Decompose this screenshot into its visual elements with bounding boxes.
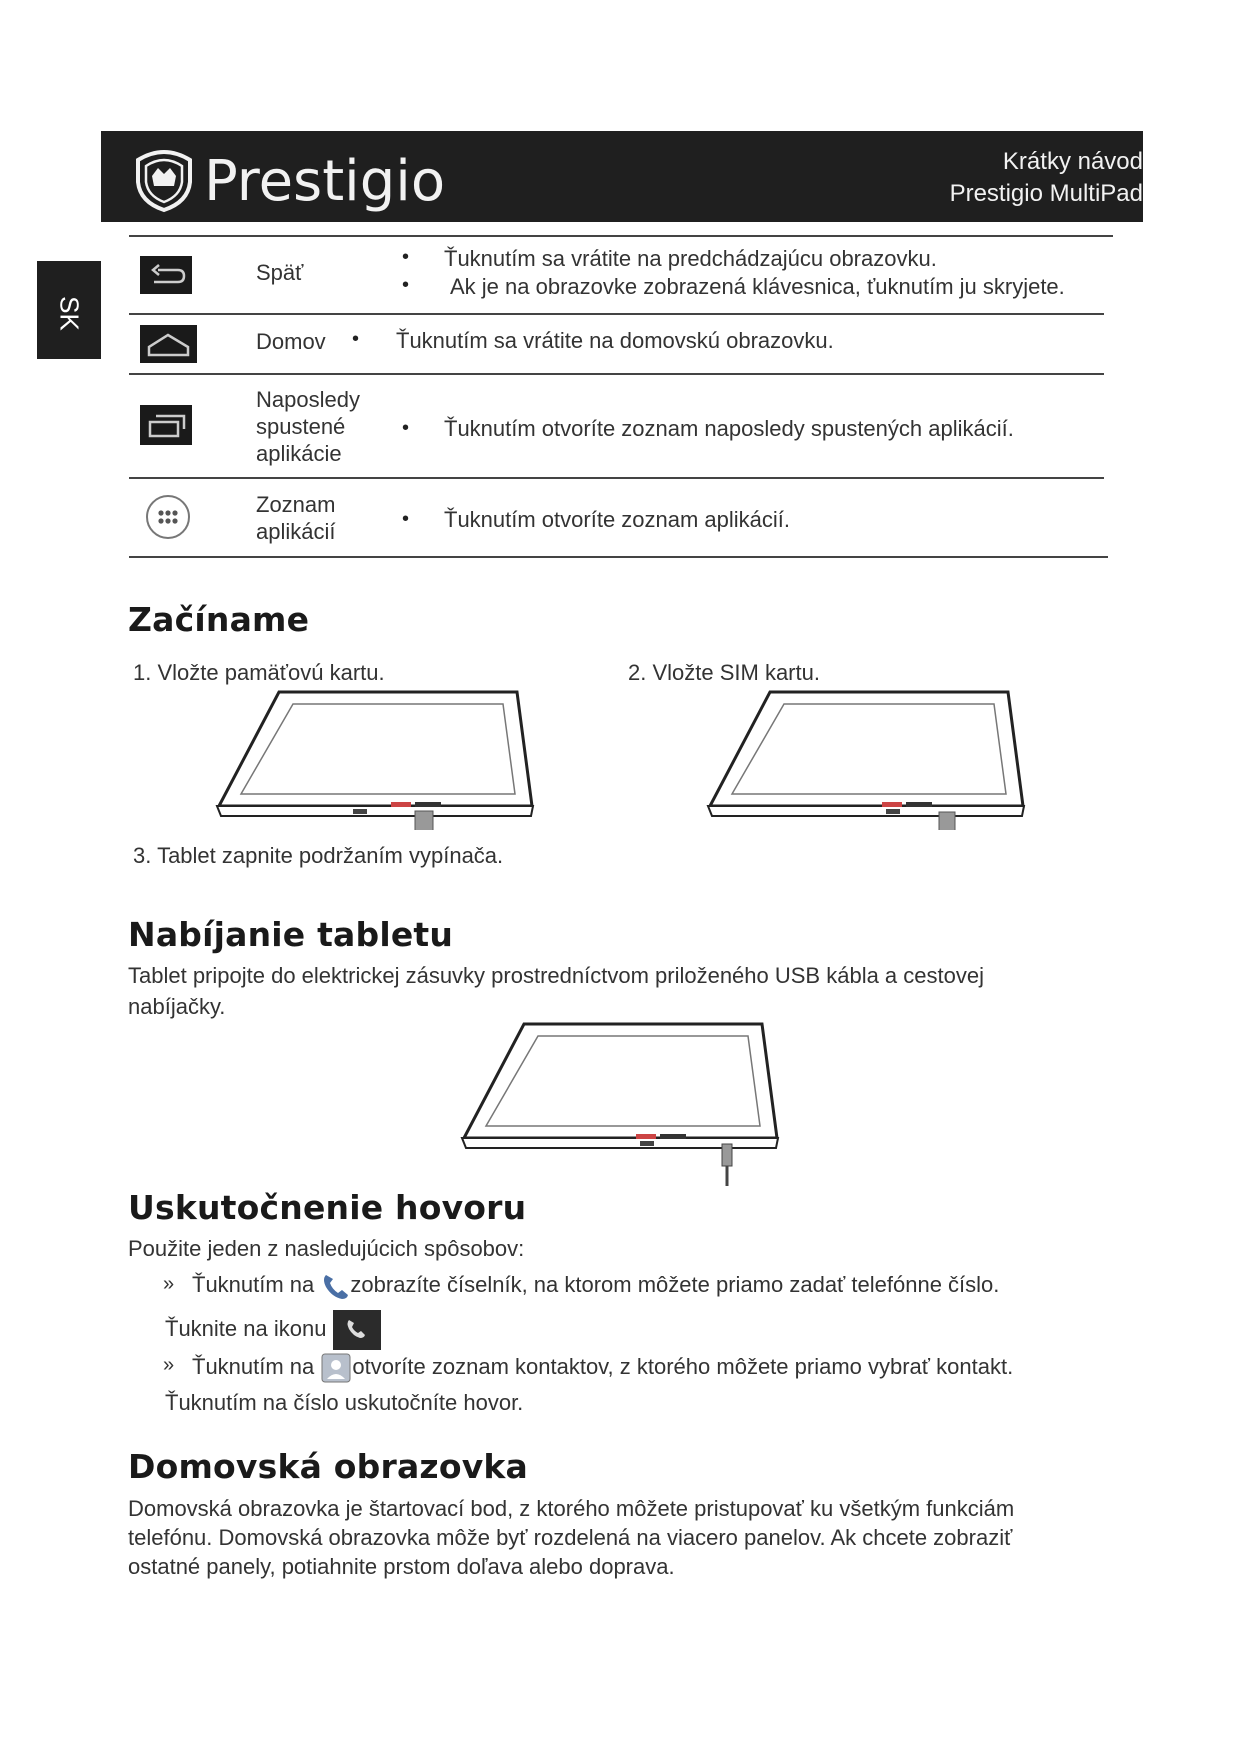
section-title-nabijanie: Nabíjanie tabletu [128, 915, 454, 954]
label-line: aplikácie [256, 441, 342, 466]
bullet: • [402, 274, 410, 296]
section-title-zaciname: Začíname [128, 600, 310, 639]
call-method-1-cont [165, 1310, 381, 1350]
tablet-charging-illustration [460, 1020, 780, 1192]
text-line: ostatné panely, potiahnite prstom doľava alebo doprava. [128, 1554, 675, 1579]
phone-icon [320, 1271, 350, 1301]
header-title [950, 146, 1143, 210]
call-method-2-cont: Ťuknutím na číslo uskutočníte hovor. [165, 1390, 524, 1415]
app-list-icon [144, 493, 192, 541]
call-method-2 [192, 1352, 1013, 1384]
text: Ťuknite na ikonu [165, 1315, 333, 1341]
prestigio-logo [130, 142, 480, 214]
table-rule [129, 477, 1104, 479]
chevron-bullet: » [163, 1354, 175, 1376]
step-2: 2. Vložte SIM kartu. [628, 660, 820, 685]
table-row-text: Ťuknutím sa vrátite na predchádzajúcu obrazovku. [444, 246, 937, 271]
bullet: • [402, 508, 410, 530]
home-icon [140, 325, 197, 363]
charging-text [128, 960, 984, 1022]
contacts-icon [320, 1352, 352, 1384]
table-rule [129, 313, 1104, 315]
bullet: • [352, 328, 360, 350]
tablet-memory-card-illustration [215, 688, 535, 830]
chevron-bullet: » [163, 1273, 175, 1295]
step-1: 1. Vložte pamäťovú kartu. [133, 660, 385, 685]
table-rule [129, 556, 1108, 558]
call-intro: Použite jeden z nasledujúcich spôsobov: [128, 1236, 525, 1261]
table-rule [129, 373, 1104, 375]
table-row-text: Ťuknutím sa vrátite na domovskú obrazovku. [396, 328, 834, 353]
table-rule [129, 235, 1113, 237]
text: otvoríte zoznam kontaktov, z ktorého môžete priamo vybrať kontakt. [352, 1353, 1014, 1379]
bullet: • [402, 246, 410, 268]
home-screen-text [128, 1494, 1014, 1581]
table-row-text: Ťuknutím otvoríte zoznam naposledy spustených aplikácií. [444, 416, 1014, 441]
tablet-sim-card-illustration [706, 688, 1026, 830]
table-row-text: Ak je na obrazovke zobrazená klávesnica, ťuknutím ju skryjete. [450, 274, 1065, 299]
step-3: 3. Tablet zapnite podržaním vypínača. [133, 843, 504, 868]
text-line: telefónu. Domovská obrazovka môže byť rozdelená na viacero panelov. Ak chcete zobraziť [128, 1525, 1013, 1550]
text: Ťuknutím na [192, 1353, 321, 1379]
table-row-label: Späť [256, 260, 304, 285]
text: zobrazíte číselník, na ktorom môžete priamo zadať telefónne číslo. [350, 1271, 1000, 1297]
table-row-label [256, 491, 335, 545]
text: Ťuknutím na [192, 1271, 321, 1297]
header-line1: Krátky návod [1002, 148, 1143, 175]
table-row-text: Ťuknutím otvoríte zoznam aplikácií. [444, 507, 791, 532]
label-line: Zoznam [256, 492, 336, 517]
label-line: spustené [256, 414, 346, 439]
section-title-domovska: Domovská obrazovka [128, 1447, 529, 1486]
text-line: Domovská obrazovka je štartovací bod, z ktorého môžete pristupovať ku všetkým funkciám [128, 1496, 1015, 1521]
table-row-label [256, 386, 360, 467]
bullet: • [402, 417, 410, 439]
label-line: aplikácií [256, 519, 336, 544]
text-line: nabíjačky. [128, 994, 226, 1019]
label-line: Naposledy [256, 387, 360, 412]
language-code: SK [54, 296, 85, 331]
language-tab [37, 261, 101, 359]
text-line: Tablet pripojte do elektrickej zásuvky prostredníctvom priloženého USB kábla a cestovej [128, 963, 984, 988]
svg-text:Prestigio: Prestigio [204, 149, 446, 214]
recent-apps-icon [140, 405, 192, 445]
back-icon [140, 256, 192, 294]
call-method-1 [192, 1271, 999, 1301]
table-row-label: Domov [256, 329, 326, 354]
phone-dial-icon [333, 1310, 381, 1350]
header-line2: Prestigio MultiPad [949, 180, 1143, 207]
section-title-hovor: Uskutočnenie hovoru [128, 1188, 527, 1227]
